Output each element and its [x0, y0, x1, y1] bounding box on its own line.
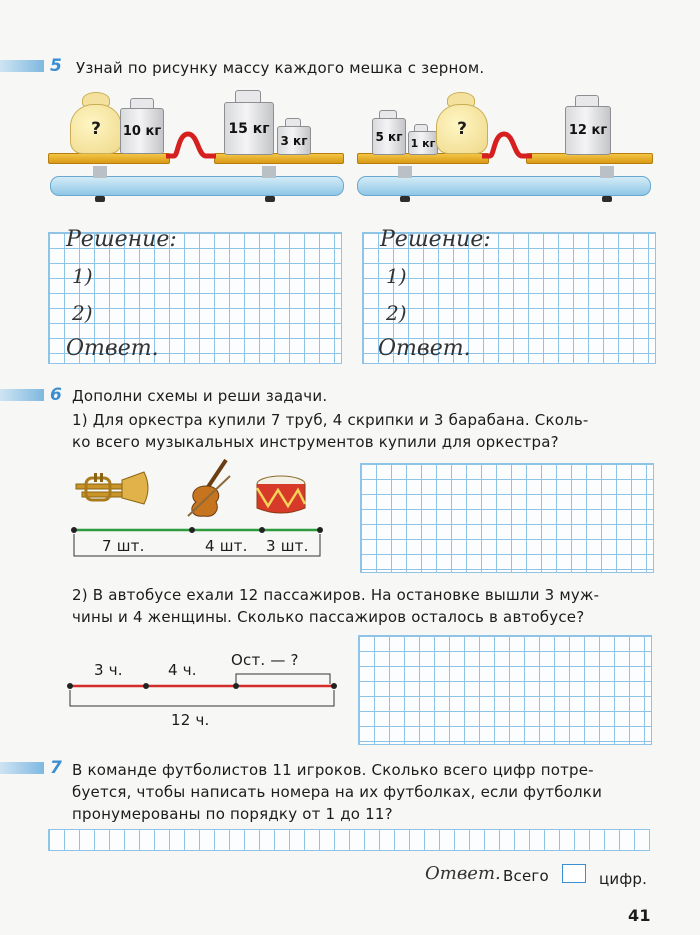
solution-answer-left: Ответ.	[66, 336, 159, 361]
weight-icon	[408, 131, 438, 155]
scheme-1-label-violins: 4 шт.	[205, 537, 248, 555]
task-7-marker-bar	[0, 762, 44, 774]
page-number: 41	[628, 906, 651, 925]
task-7-answer-suffix: цифр.	[599, 870, 648, 888]
task-6-problem-2-line-2: чины и 4 женщины. Сколько пассажиров осталось в автобусе?	[72, 608, 585, 626]
weight-icon	[565, 106, 611, 155]
scheme-2-label-total: 12 ч.	[171, 711, 210, 729]
solution-step1-left: 1)	[72, 264, 93, 288]
solution-answer-right: Ответ.	[378, 336, 471, 361]
scheme-2-label-men: 3 ч.	[94, 661, 123, 679]
task-6-problem-2-line-1: 2) В автобусе ехали 12 пассажиров. На остановке вышли 3 муж-	[72, 586, 600, 604]
grain-bag-icon	[436, 104, 488, 154]
task-6-marker-bar	[0, 389, 44, 401]
task-7-line-2: буется, чтобы написать номера на их футболках, если футболки	[72, 783, 603, 801]
task-7-answer-label: Ответ.	[425, 863, 501, 884]
trumpet-icon	[72, 470, 156, 510]
task-7-line-3: пронумерованы по порядку от 1 до 11?	[72, 805, 393, 823]
solution-step2-left: 2)	[72, 301, 93, 325]
task-7-answer-box[interactable]	[562, 864, 586, 883]
task-7-solution-row[interactable]	[48, 829, 650, 851]
scheme-2-label-remaining: Ост. — ?	[231, 651, 299, 669]
task-7-answer-prefix: Всего	[503, 867, 549, 885]
weight-icon	[224, 102, 274, 155]
task-6-problem-1-line-1: 1) Для оркестра купили 7 труб, 4 скрипки и 3 барабана. Сколь-	[72, 411, 589, 429]
solution-heading-left: Решение:	[66, 227, 177, 252]
solution-step2-right: 2)	[386, 301, 407, 325]
problem-2-solution-grid[interactable]	[358, 635, 652, 745]
scheme-1-label-drums: 3 шт.	[266, 537, 309, 555]
weight-icon	[372, 118, 406, 155]
weight-3kg-label: 3 кг	[280, 133, 308, 148]
weight-12kg-label: 12 кг	[568, 123, 608, 138]
weight-10kg-label: 10 кг	[122, 123, 162, 139]
weight-15kg-label: 15 кг	[228, 120, 270, 137]
task-5-marker-bar	[0, 60, 44, 72]
task-5-number: 5	[50, 56, 62, 76]
violin-icon	[186, 456, 232, 518]
task-6-problem-1-line-2: ко всего музыкальных инструментов купили для оркестра?	[72, 433, 559, 451]
problem-1-solution-grid[interactable]	[360, 463, 654, 573]
drum-icon	[254, 474, 308, 518]
bag-unknown-mass: ?	[457, 119, 467, 139]
weight-icon	[277, 126, 311, 155]
bag-unknown-mass: ?	[91, 119, 101, 139]
solution-step1-right: 1)	[386, 264, 407, 288]
grain-bag-icon	[70, 104, 122, 154]
solution-heading-right: Решение:	[380, 227, 491, 252]
weight-icon	[120, 108, 164, 154]
weight-1kg-label: 1 кг	[410, 136, 436, 150]
task-7-number: 7	[50, 758, 62, 778]
task-7-line-1: В команде футболистов 11 игроков. Сколько всего цифр потре-	[72, 761, 594, 779]
task-6-number: 6	[50, 385, 62, 405]
task-5-text: Узнай по рисунку массу каждого мешка с зерном.	[76, 59, 485, 77]
scale-spring-icon	[160, 130, 222, 160]
weight-5kg-label: 5 кг	[375, 129, 403, 144]
task-6-text: Дополни схемы и реши задачи.	[72, 387, 328, 405]
scheme-1-label-trumpets: 7 шт.	[102, 537, 145, 555]
scheme-2-label-women: 4 ч.	[168, 661, 197, 679]
